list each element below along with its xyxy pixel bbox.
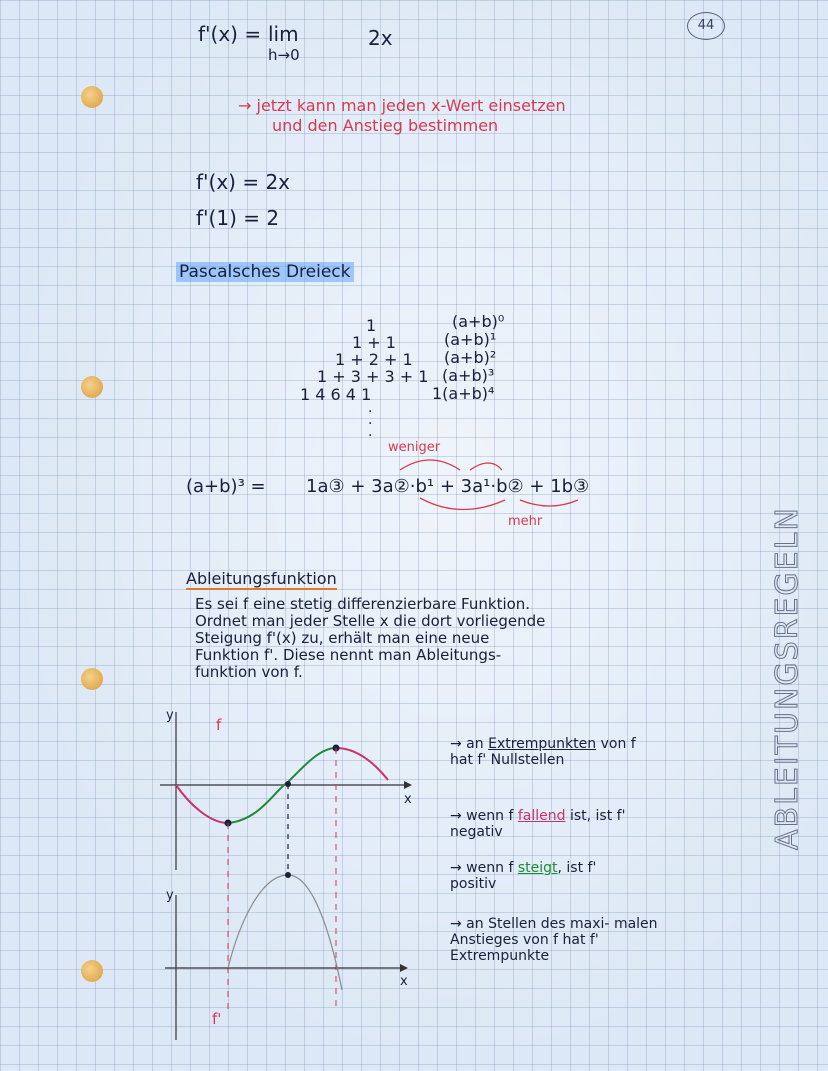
definition-line: Funktion f'. Diese nennt man Ableitungs- — [195, 646, 502, 664]
limit-value: 2x — [368, 26, 393, 50]
arrow-weniger — [400, 460, 460, 470]
expansion-rhs: 1a③ + 3a②·b¹ + 3a¹·b② + 1b③ — [306, 476, 590, 497]
arrow-weniger — [470, 463, 502, 470]
equation-2: f'(1) = 2 — [196, 206, 280, 230]
vertical-dots: · · · — [368, 404, 373, 444]
pascal-row: 1 + 1 — [352, 333, 396, 352]
limit-sub: h→0 — [268, 46, 300, 64]
pascal-power: 1(a+b)⁴ — [432, 384, 495, 403]
note-line1: → jetzt kann man jeden x-Wert einsetzen — [238, 96, 566, 115]
definition-line: Ordnet man jeder Stelle x die dort vorliegende — [195, 612, 546, 630]
expansion-lhs: (a+b)³ = — [186, 476, 266, 497]
bullet-fallend: → wenn f fallend ist, ist f' negativ — [450, 808, 626, 840]
limit-lhs: f'(x) = — [198, 22, 262, 46]
definition-line: funktion von f. — [195, 663, 303, 681]
arrow-mehr — [420, 498, 505, 510]
equation-1: f'(x) = 2x — [196, 170, 291, 194]
pascal-row: 1 + 2 + 1 — [335, 350, 413, 369]
arrow-mehr — [520, 500, 578, 506]
definition-line: Steigung f'(x) zu, erhält man eine neue — [195, 629, 490, 647]
side-title: ABLEITUNGSREGELN — [770, 506, 805, 850]
y-axis-label: y — [166, 888, 174, 903]
f-curve-falling — [176, 785, 228, 823]
heading-ableitung: Ableitungsfunktion — [186, 569, 337, 588]
x-axis-label: x — [404, 792, 412, 807]
x-axis-arrow — [404, 781, 412, 789]
pascal-power: (a+b)² — [444, 348, 497, 367]
fprime-maximum — [285, 872, 291, 878]
fprime-curve — [228, 875, 342, 990]
pascal-row: 1 4 6 4 1 — [300, 385, 372, 404]
x-axis-arrow — [400, 964, 408, 972]
pascal-power: (a+b)⁰ — [452, 312, 505, 331]
pascal-row: 1 — [366, 316, 377, 335]
pascal-power: (a+b)¹ — [444, 330, 497, 349]
bullet-extrempunkte: → an Extrempunkten von f hat f' Nullstellen — [450, 736, 636, 768]
f-label: f — [216, 716, 222, 734]
bullet-steigt: → wenn f steigt, ist f' positiv — [450, 860, 597, 892]
label-mehr: mehr — [508, 514, 543, 529]
pascal-row: 1 + 3 + 3 + 1 — [317, 367, 429, 386]
bullet-anstieg: → an Stellen des maxi- malen Anstieges von f hat f' Extrempunkte — [450, 916, 658, 964]
y-axis-label: y — [166, 708, 174, 723]
page-number: 44 — [687, 12, 725, 40]
f-curve-falling — [336, 748, 388, 780]
fprime-label: f' — [212, 1010, 222, 1028]
pascal-power: (a+b)³ — [442, 366, 495, 385]
heading-pascal: Pascalsches Dreieck — [176, 262, 354, 282]
label-weniger: weniger — [388, 440, 441, 455]
x-axis-label: x — [400, 974, 408, 989]
note-line2: und den Anstieg bestimmen — [272, 116, 499, 135]
limit-lim: lim — [268, 22, 299, 46]
definition-line: Es sei f eine stetig differenzierbare Funktion. — [195, 595, 531, 613]
